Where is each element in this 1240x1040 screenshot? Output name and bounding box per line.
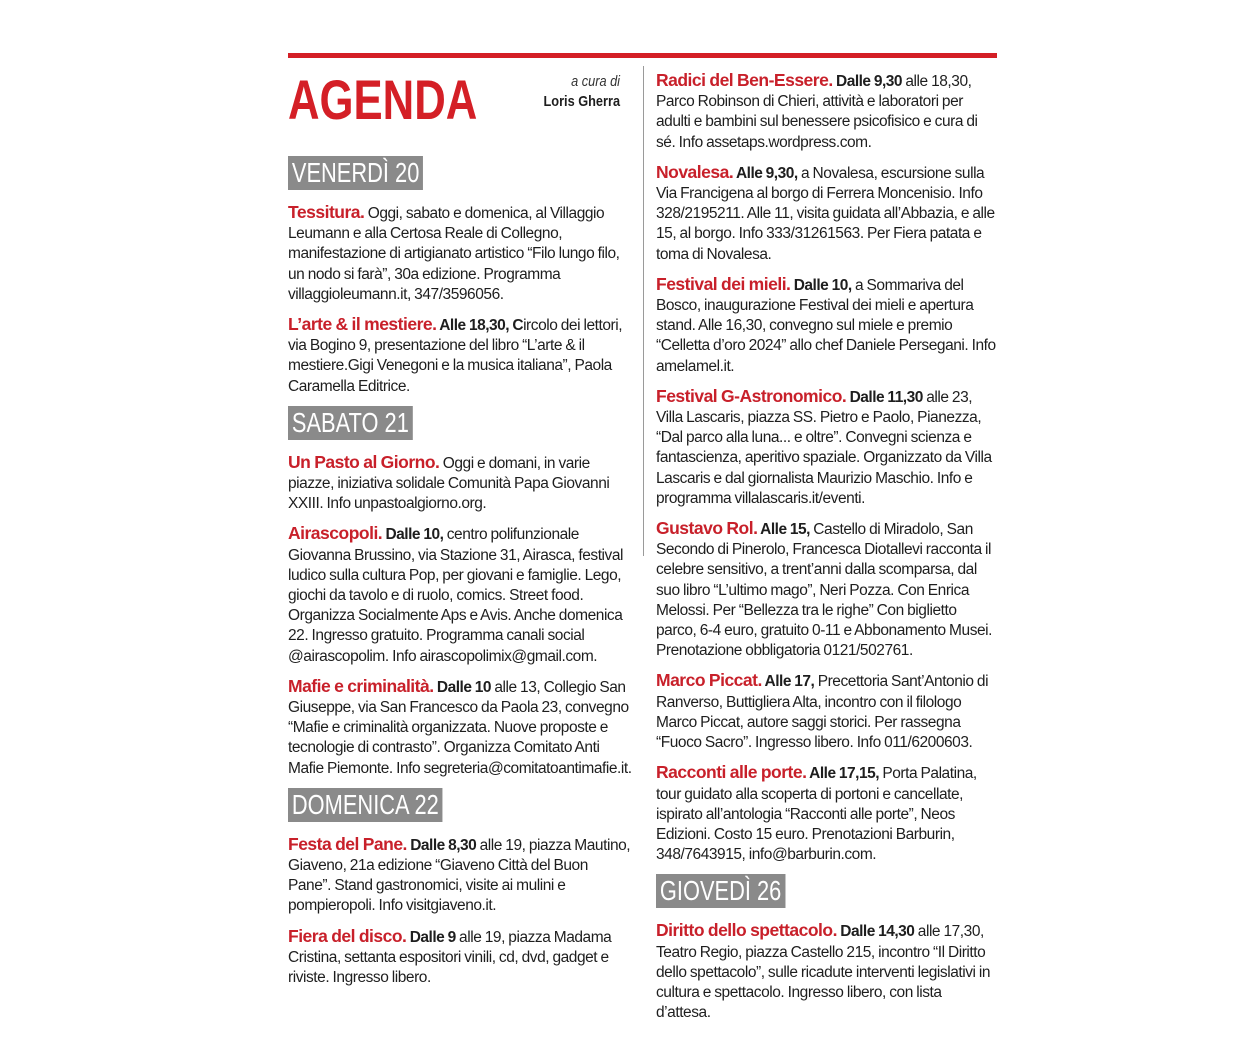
- event-time: Alle 17,15,: [806, 765, 879, 783]
- event-mafie: [288, 676, 634, 779]
- event-racconti: [656, 762, 999, 865]
- event-title: Radici del Ben-Essere.: [656, 70, 833, 90]
- event-body: alle 13, Collegio San Giuseppe, via San Francesco da Paola 23, convegno “Mafie e criminalità organizzata. Nuove proposte e tecnologie di contrasto”. Organizza Comitato Anti Mafie Piemonte. Info segreteria@comitatoantimafie.it.: [288, 678, 632, 777]
- curator-name: Loris Gherra: [543, 93, 620, 110]
- event-time: Dalle 9,30: [832, 73, 903, 90]
- curator-credit: [543, 72, 620, 112]
- page-title: AGENDA: [288, 68, 478, 131]
- event-time: Dalle 10,: [790, 276, 852, 294]
- day-header-sabato: SABATO 21: [288, 406, 413, 440]
- curated-by-label: a cura di: [571, 73, 620, 90]
- day-header-domenica-wrap: [288, 788, 634, 824]
- event-body: alle 19, piazza Madama Cristina, settanta espositori vinili, cd, dvd, gadget e riviste. Ingresso libero.: [288, 928, 612, 987]
- event-body: ircolo dei lettori, via Bogino 9, presentazione del libro “L’arte & il mestiere.Gigi Venegoni e la musica italiana”, Paola Caramella Editrice.: [288, 317, 623, 395]
- event-title: Novalesa.: [656, 161, 734, 182]
- event-body: Oggi e domani, in varie piazze, iniziativa solidale Comunità Papa Giovanni XXIII. Info unpastoalgiorno.org.: [288, 454, 610, 513]
- event-body: a Novalesa, escursione sulla Via Francigena al borgo di Ferrera Moncenisio. Info 328/2195211. Alle 11, visita guidata all’Abbazia, e alle 15, al borgo. Info 333/31261563. Per Fiera patata e toma di Novalesa.: [656, 164, 995, 263]
- event-title: Festival G-Astronomico.: [656, 385, 847, 406]
- event-pasto: [288, 452, 634, 515]
- event-arte-mestiere: [288, 314, 634, 397]
- event-title: L’arte & il mestiere.: [288, 314, 437, 335]
- event-body: centro polifunzionale Giovanna Brussino, via Stazione 31, Airasca, festival ludico sulla cultura Pop, per giovani e famiglie. Lego, giochi da tavolo e di ruolo, comics. Street food. Organizza Socialmente Aps e Avis. Anche domenica 22. Ingresso gratuito. Programma canali social @airascopolim. Info airascopolimix@gmail.com.: [288, 526, 624, 665]
- event-title: Marco Piccat.: [656, 670, 762, 691]
- event-body: Oggi, sabato e domenica, al Villaggio Leumann e alla Certosa Reale di Collegno, manifestazione di artigianato artistico “Filo lungo filo, un nodo si farà”, 30a edizione. Programma villaggioleumann.it, 347/3596056.: [288, 205, 620, 303]
- event-body: alle 19, piazza Mautino, Giaveno, 21a edizione “Giaveno Città del Buon Pane”. Stand gastronomici, visite ai mulini e pompieropoli. Info visitgiaveno.it.: [288, 836, 631, 915]
- day-header-sabato-wrap: [288, 406, 634, 442]
- column-divider: [643, 66, 644, 556]
- event-body: Porta Palatina, tour guidato alla scoperta di portoni e cancellate, ispirato all’antologia “Racconti alle porte”, Neos Edizioni. Costo 15 euro. Prenotazioni Barburin, 348/7643915, info@barburin.com.: [656, 765, 977, 864]
- event-novalesa: [656, 162, 999, 265]
- event-title: Fiera del disco.: [288, 925, 407, 946]
- event-mieli: [656, 274, 999, 377]
- event-time: Alle 17,: [761, 673, 815, 691]
- masthead: [288, 64, 634, 156]
- event-title: Airascopoli.: [288, 523, 383, 544]
- event-time: Alle 15,: [757, 521, 810, 539]
- event-title: Festa del Pane.: [288, 833, 407, 854]
- event-title: Festival dei mieli.: [656, 273, 791, 294]
- event-title: Mafie e criminalità.: [288, 675, 434, 696]
- left-column: [288, 64, 634, 997]
- event-body: Castello di Miradolo, San Secondo di Pinerolo, Francesca Diotallevi racconta il celebre sensitivo, a trent’anni dalla scomparsa, dal suo libro “L’ultimo mago”, Neri Pozza. Con Enrica Melossi. Per “Bellezza tra le righe” Con biglietto parco, 6-4 euro, gratuito 0-11 e Abbonamento Musei. Prenotazione obbligatoria 0121/502761.: [656, 521, 993, 660]
- event-radici: [656, 70, 999, 153]
- event-body: alle 23, Villa Lascaris, piazza SS. Pietro e Paolo, Pianezza, “Dal parco alla luna... e oltre”. Convegni scienza e fantascienza, aperitivo spaziale. Organizzato da Villa Lascaris e dal giornalista Maurizio Maschio. Info e programma villalascaris.it/eventi.: [656, 388, 992, 507]
- event-title: Racconti alle porte.: [656, 762, 807, 783]
- event-time: Dalle 14,30: [836, 923, 915, 941]
- event-time: Dalle 9: [406, 928, 456, 946]
- event-piccat: [656, 670, 999, 753]
- event-time: Dalle 10,: [382, 526, 444, 544]
- event-time: Dalle 10: [433, 678, 491, 696]
- event-time: Alle 9,30,: [733, 164, 798, 182]
- event-title: Gustavo Rol.: [656, 518, 758, 539]
- day-header-venerdi-wrap: [288, 156, 634, 192]
- event-airascopoli: [288, 523, 634, 666]
- event-body: alle 17,30, Teatro Regio, piazza Castello 215, incontro “Il Diritto dello spettacolo”, sulle ricadute interventi legislativi in cultura e spettacolo. Ingresso libero, con lista d’attesa.: [656, 923, 991, 1022]
- top-rule: [288, 53, 997, 58]
- day-header-giovedi: GIOVEDÌ 26: [656, 874, 785, 908]
- event-title: Tessitura.: [288, 202, 365, 222]
- event-astronomico: [656, 386, 999, 509]
- event-title: Un Pasto al Giorno.: [288, 451, 440, 472]
- event-time: Dalle 8,30: [406, 836, 477, 854]
- event-diritto: [656, 920, 999, 1023]
- event-time: Alle 18,30, C: [436, 317, 524, 335]
- right-column: [656, 70, 999, 1032]
- event-time: Dalle 11,30: [846, 388, 923, 406]
- day-header-domenica: DOMENICA 22: [288, 788, 443, 822]
- event-body: a Sommariva del Bosco, inaugurazione Festival dei mieli e apertura stand. Alle 16,30, convegno sul miele e premio “Celletta d’oro 2024” allo chef Daniele Persegani. Info amelamel.it.: [656, 276, 996, 375]
- event-body: alle 18,30, Parco Robinson di Chieri, attività e laboratori per adulti e bambini sul benessere psicofisico e cura di sé. Info assetaps.wordpress.com.: [656, 73, 978, 151]
- event-body: Precettoria Sant’Antonio di Ranverso, Buttigliera Alta, incontro con il filologo Marco Piccat, autore saggi storici. Per rassegna “Fuoco Sacro”. Ingresso libero. Info 011/6200603.: [656, 673, 989, 752]
- day-header-giovedi-wrap: [656, 874, 999, 910]
- day-header-venerdi: VENERDÌ 20: [288, 156, 423, 190]
- event-rol: [656, 518, 999, 661]
- event-tessitura: [288, 202, 634, 305]
- event-title: Diritto dello spettacolo.: [656, 920, 837, 941]
- event-pane: [288, 834, 634, 917]
- event-disco: [288, 926, 634, 989]
